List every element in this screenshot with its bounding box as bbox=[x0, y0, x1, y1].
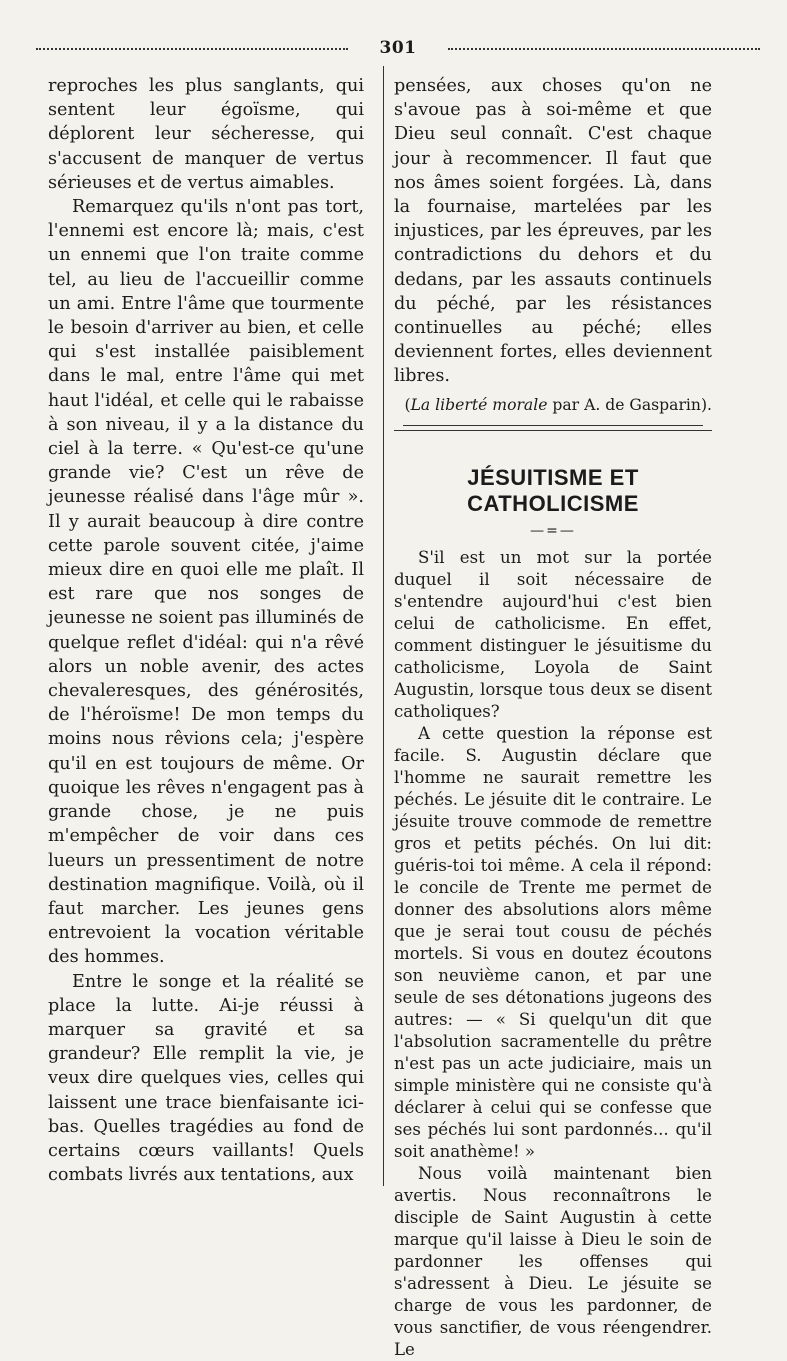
section-body bbox=[394, 547, 712, 1361]
citation-work: La liberté morale bbox=[410, 395, 548, 414]
section-title: JÉSUITISME ET CATHOLICISME bbox=[467, 464, 639, 516]
section-rule-thick bbox=[394, 430, 712, 431]
paragraph: A cette question la réponse est facile. S. Augustin déclare que l'homme ne saurait remettre les péchés. Le jésuite dit le contraire. Le jésuite trouve commode de remettre gros et petits péchés. On lui dit: guéris-toi toi même. A cela il répond: le concile de Trente me permet de donner des absolutions alors même que je serai tout cousu de péchés mortels. Si vous en doutez écoutons son neuvième canon, et par une seule de ses détonations jugeons des autres: — « Si quelqu'un dit que l'absolution sacramentelle du prêtre n'est pas un acte judiciaire, mais un simple ministère qui ne consiste qu'à déclarer à celui qui se confesse que ses péchés lui sont pardonnés... qu'il soit anathème! » bbox=[394, 723, 712, 1161]
page-header bbox=[36, 38, 760, 62]
column-divider bbox=[383, 66, 384, 1186]
header-rule-right bbox=[448, 48, 760, 50]
citation-author: par A. de Gasparin bbox=[552, 395, 701, 414]
paragraph: Remarquez qu'ils n'ont pas tort, l'ennemi est encore là; mais, c'est un ennemi que l'on traite comme tel, au lieu de l'accueillir comme un ami. Entre l'âme que tourmente le besoin d'arriver au bien, et celle qui s'est installée paisiblement dans le mal, entre l'âme qui met haut l'idéal, et celle qui le rabaisse à son niveau, il y a la distance du ciel à la terre. « Qu'est-ce qu'une grande vie? C'est un rêve de jeunesse réalisé dans l'âge mûr ». Il y aurait beaucoup à dire contre cette parole souvent citée, j'aime mieux dire en quoi elle me plaît. Il est rare que nos songes de jeunesse ne soient pas illuminés de quelque reflet d'idéal: qui n'a rêvé alors un noble avenir, des actes chevaleresques, des générosités, de l'héroïsme! De mon temps du moins nous rêvions cela; j'espère qu'il en est toujours de même. Or quoique les rêves n'engagent pas à grande chose, je ne puis m'empêcher de voir dans ces lueurs un pressentiment de notre destination magnifique. Voilà, où il faut marcher. Les jeunes gens entrevoient la vocation véritable des hommes. bbox=[48, 197, 364, 968]
left-column bbox=[48, 74, 364, 1187]
title-ornament: —=— bbox=[530, 522, 576, 539]
page-number: 301 bbox=[379, 38, 417, 58]
paragraph: Nous voilà maintenant bien avertis. Nous reconnaîtrons le disciple de Saint Augustin à cette marque qu'il laisse à Dieu le soin de pardonner les offenses qui s'adressent à Dieu. Le jésuite se charge de vous les pardonner, de vous sanctifier, de vous réengendrer. Le bbox=[394, 1163, 712, 1359]
citation: (La liberté morale par A. de Gasparin). bbox=[404, 395, 712, 414]
paragraph: Entre le songe et la réalité se place la lutte. Ai-je réussi à marquer sa gravité et sa grandeur? Elle remplit la vie, je veux dire quelques vies, celles qui laissent une trace bienfaisante ici-bas. Quelles tragédies au fond de certains cœurs vaillants! Quels combats livrés aux tentations, aux bbox=[48, 971, 364, 1186]
section-rule-thin bbox=[403, 425, 703, 426]
paragraph-continuation: pensées, aux choses qu'on ne s'avoue pas à soi-même et que Dieu seul connaît. C'est chaque jour à recommencer. Il faut que nos âmes soient forgées. Là, dans la fournaise, martelées par les injustices, par les épreuves, par les contradictions du dehors et du dedans, par les assauts continuels du péché, par les résistances continuelles au péché; elles deviennent fortes, elles deviennent libres. bbox=[394, 76, 712, 387]
paragraph: S'il est un mot sur la portée duquel il soit nécessaire de s'entendre aujourd'hui c'est bien celui de catholicisme. En effet, comment distinguer le jésuitisme du catholicisme, Loyola de Saint Augustin, lorsque tous deux se disent catholiques? bbox=[394, 547, 712, 721]
paragraph: reproches les plus sanglants, qui sentent leur égoïsme, qui déplorent leur sécheresse, qui s'accusent de manquer de vertus sérieuses et de vertus aimables. bbox=[48, 76, 364, 193]
right-column bbox=[394, 74, 712, 1361]
